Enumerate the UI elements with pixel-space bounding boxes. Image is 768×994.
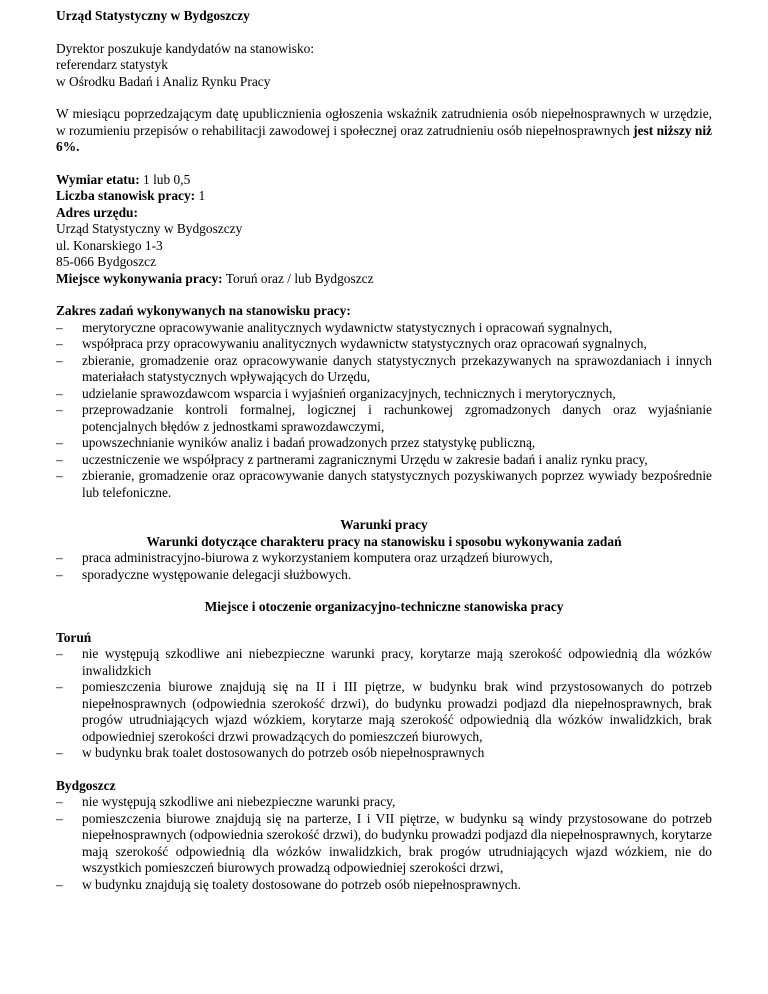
list-item: – przeprowadzanie kontroli formalnej, logicznej i rachunkowej zgromadzonych danych oraz wyjaśnianie potencjalnych błędów z jednostkami sprawozdawczymi,: [56, 402, 712, 435]
institution-heading: Urząd Statystyczny w Bydgoszczy: [56, 8, 250, 23]
count-row: [56, 188, 712, 205]
address-line-2: ul. Konarskiego 1-3: [56, 237, 163, 253]
conditions-subtitle: Warunki dotyczące charakteru pracy na stanowisku i sposobu wykonywania zadań: [146, 533, 622, 549]
address-line-1: Urząd Statystyczny w Bydgoszczy: [56, 221, 243, 236]
list-item: – uczestniczenie we współpracy z partnerami zagranicznymi Urzędu w zakresie badań i analiz rynku pracy,: [56, 452, 712, 469]
list-item: – praca administracyjno-biurowa z wykorzystaniem komputera oraz urządzeń biurowych,: [56, 550, 712, 567]
duties-title: Zakres zadań wykonywanych na stanowisku pracy:: [56, 303, 351, 318]
list-item: – w budynku brak toalet dostosowanych do potrzeb osób niepełnosprawnych: [56, 745, 712, 762]
disability-note: [56, 106, 712, 156]
position-title: referendarz statystyk: [56, 57, 168, 72]
place-value: Toruń oraz / lub Bydgoszcz: [222, 270, 374, 286]
place-label: Miejsce wykonywania pracy:: [56, 270, 223, 286]
etat-row: [56, 172, 712, 189]
etat-value: 1 lub 0,5: [139, 171, 191, 187]
list-item: – nie występują szkodliwe ani niebezpieczne warunki pracy,: [56, 794, 712, 811]
etat-label: Wymiar etatu:: [56, 171, 140, 187]
intro-line-1: Dyrektor poszukuje kandydatów na stanowisko:: [56, 40, 315, 56]
list-item: – zbieranie, gromadzenie oraz opracowywanie danych statystycznych przekazywanych na sprawozdaniach i innych materiałach statystycznych wpływających do Urzędu,: [56, 353, 712, 386]
list-item: – merytoryczne opracowywanie analitycznych wydawnictw statystycznych i opracowań sygnalnych,: [56, 320, 712, 337]
list-item: – w budynku znajdują się toalety dostosowane do potrzeb osób niepełnosprawnych.: [56, 877, 712, 894]
environment-title: Miejsce i otoczenie organizacyjno-techniczne stanowiska pracy: [204, 599, 564, 614]
list-item: – współpraca przy opracowywaniu analitycznych wydawnictw statystycznych oraz opracowań sygnalnych,: [56, 336, 712, 353]
list-item: – zbieranie, gromadzenie oraz opracowywanie danych statystycznych pozyskiwanych poprzez wywiady bezpośrednie lub telefoniczne.: [56, 468, 712, 501]
address-line-3: 85-066 Bydgoszcz: [56, 254, 157, 269]
list-item: – udzielanie sprawozdawcom wsparcia i wyjaśnień organizacyjnych, technicznych i merytorycznych,: [56, 386, 712, 403]
bydgoszcz-list: [56, 794, 712, 893]
disability-note-text: W miesiącu poprzedzającym datę upublicznienia ogłoszenia wskaźnik zatrudnienia osób niepełnosprawnych w urzędzie, w rozumieniu przepisów o rehabilitacji zawodowej i społecznej oraz zatrudnieniu osób niepełnosprawnych: [56, 106, 712, 138]
list-item: – nie występują szkodliwe ani niebezpieczne warunki pracy, korytarze mają szerokość odpowiednią dla wózków inwalidzkich: [56, 646, 712, 679]
list-item: – sporadyczne występowanie delegacji służbowych.: [56, 567, 712, 584]
list-item: – pomieszczenia biurowe znajdują się na II i III piętrze, w budynku brak wind przystosowanych do potrzeb niepełnosprawnych (odpowiednia szerokość drzwi), do budynku prowadzi podjazd dla niepełnosprawnych, brak progów utrudniających wjazd wózkiem, korytarze mają szerokość odpowiednią dla wózków inwalidzkich, brak odpowiedniej szerokości drzwi prowadzących do pomieszczeń biurowych,: [56, 679, 712, 745]
torun-list: [56, 646, 712, 762]
torun-label: Toruń: [56, 629, 92, 645]
bydgoszcz-label: Bydgoszcz: [56, 777, 116, 793]
department-name: w Ośrodku Badań i Analiz Rynku Pracy: [56, 73, 271, 89]
list-item: – upowszechnianie wyników analiz i badań prowadzonych przez statystykę publiczną,: [56, 435, 712, 452]
address-label: Adres urzędu:: [56, 204, 138, 220]
intro-block: [56, 41, 712, 91]
disability-note-bold: jest niższy niż 6%.: [56, 122, 713, 154]
count-value: 1: [195, 188, 206, 203]
count-label: Liczba stanowisk pracy:: [56, 188, 196, 203]
place-row: [56, 271, 712, 288]
duties-list: [56, 320, 712, 502]
conditions-title: Warunki pracy: [340, 517, 428, 532]
conditions-list: [56, 550, 712, 583]
list-item: – pomieszczenia biurowe znajdują się na parterze, I i VII piętrze, w budynku są windy przystosowane do potrzeb niepełnosprawnych (odpowiednia szerokość drzwi), do budynku prowadzi podjazd dla niepełnosprawnych, korytarze mają szerokość odpowiednią dla wózków inwalidzkich, brak progów utrudniających wjazd wózkiem, nie do wszystkich pomieszczeń biurowych prowadzą odpowiedniej szerokości drzwi,: [56, 811, 712, 877]
job-details: [56, 172, 712, 288]
